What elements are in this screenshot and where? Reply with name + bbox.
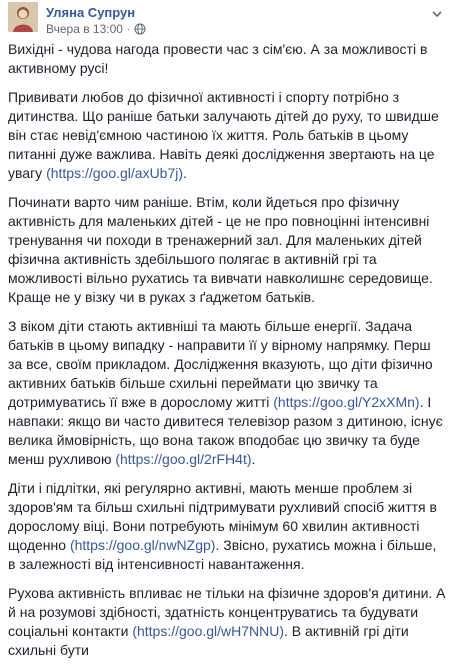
post-paragraph (8, 88, 446, 183)
post-options-chevron-icon[interactable] (430, 7, 444, 21)
paragraph-text: . В активній грі діти схильні бути (8, 623, 409, 658)
post-text (8, 40, 446, 670)
paragraph-text: Прививати любов до фізичної активності і спорту потрібно з дитинства. Що раніше батьки залучають дітей до руху, то швидше він стає невід'ємною частиною їх життя. Роль батьків в цьому питанні дуже важлива. Навіть деякі дослідження звертають на це увагу (8, 89, 439, 181)
paragraph-text: З віком діти стають активніші та мають більше енергії. Задача батьків в цьому випадку - направити її у вірному напрямку. Перш за все, своїм прикладом. Дослідження вказують, що діти фізично активних батьків більше схильні переймати цю звичку та дотримуватись її вже в дорослому житті (8, 318, 433, 410)
paragraph-text: . І навпаки: якщо ви часто дивитеся телевізор разом з дитиною, існує велика ймовірність, що вона також вподобає цю звичку та буде менш рухливою (8, 394, 443, 467)
paragraph-text: . (183, 165, 187, 181)
paragraph-text: . Звісно, рухатись можна і більше, в залежності від інтенсивності навантаження. (8, 537, 437, 572)
post-paragraph (8, 479, 446, 574)
globe-icon (134, 23, 146, 35)
post-meta (46, 22, 146, 36)
post-paragraph (8, 193, 446, 307)
separator-dot: · (126, 23, 131, 35)
post-paragraph (8, 317, 446, 469)
post-header (8, 2, 444, 36)
post-paragraph (8, 40, 446, 78)
author-name[interactable]: Уляна Супрун (46, 5, 136, 20)
author-avatar[interactable] (8, 2, 38, 32)
post-link[interactable]: (https://goo.gl/wH7NNU) (132, 623, 285, 639)
paragraph-text: . (251, 451, 256, 467)
post-link[interactable]: (https://goo.gl/nwNZgp) (69, 537, 216, 553)
paragraph-text: Діти і підлітки, які регулярно активні, мають менше проблем зі здоров'ям та більш схильні підтримувати рухливий спосіб життя в дорослому віці. Вони потребують мінімум 60 хвилин активності щоденно (8, 480, 437, 553)
paragraph-text: Вихідні - чудова нагода провести час з сім'єю. А за можливості в активному русі! (8, 41, 428, 76)
post-paragraph (8, 584, 446, 660)
paragraph-text: Рухова активність впливає не тільки на фізичне здоров'я дитини. А й на розумові здібності, здатність концентруватись та будувати соціальні контакти (8, 585, 446, 639)
post-link[interactable]: (https://goo.gl/2rFH4t) (115, 451, 252, 467)
paragraph-text: Починати варто чим раніше. Втім, коли йдеться про фізичну активність для маленьких дітей - це не про повноцінні інтенсивні тренування чи походи в тренажерний зал. Для маленьких дітей фізична активність здебільшого полягає в активній грі та можливості вільно рухатись та вивчати навколишнє середовище. Краще не у візку чи в руках з ґаджетом батьків. (8, 194, 433, 305)
post-link[interactable]: (https://goo.gl/Y2xXMn) (273, 394, 420, 410)
post-link[interactable]: (https://goo.gl/axUb7j) (46, 165, 184, 181)
post-time[interactable]: Вчера в 13:00 (46, 22, 123, 36)
